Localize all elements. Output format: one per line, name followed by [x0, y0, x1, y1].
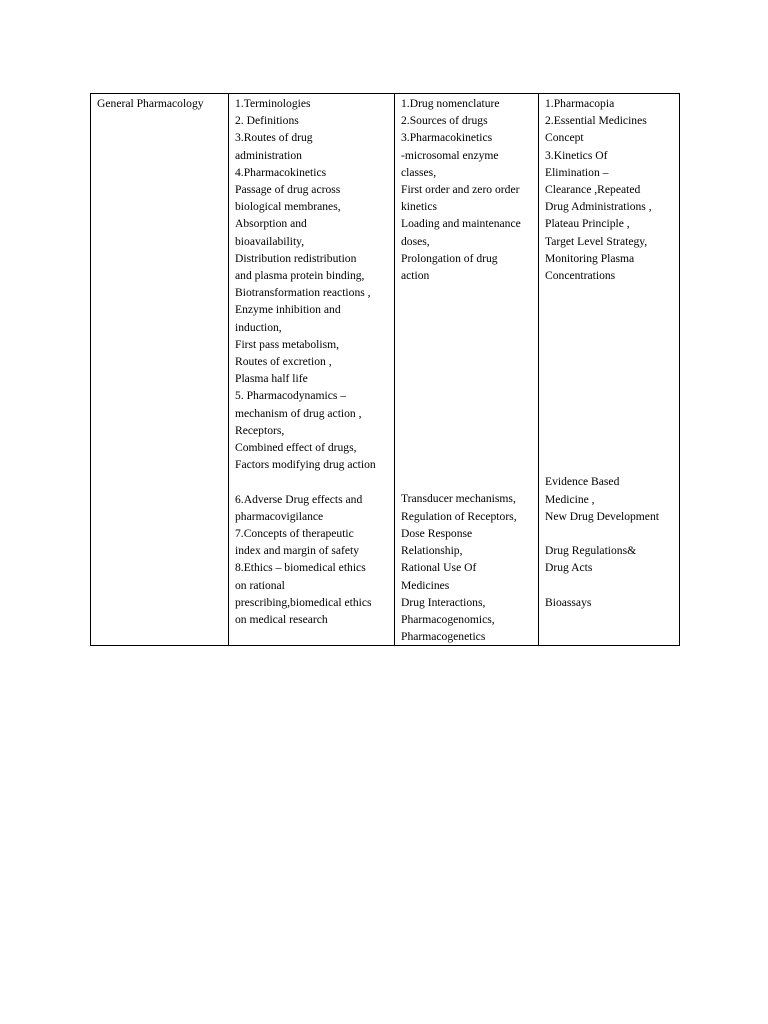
topic-line: 2.Essential Medicines: [545, 114, 647, 128]
topic-line: on medical research: [235, 613, 328, 627]
topic-line: Target Level Strategy,: [545, 234, 648, 248]
topic-line: Loading and maintenance: [401, 217, 521, 231]
topic-line: action: [401, 269, 430, 283]
topic-line: Rational Use Of: [401, 561, 477, 575]
topic-line: kinetics: [401, 200, 438, 214]
topic-line: Routes of excretion ,: [235, 355, 332, 369]
topic-line: Drug Regulations&: [545, 544, 637, 558]
topic-line: mechanism of drug action ,: [235, 406, 362, 420]
topic-line: biological membranes,: [235, 200, 341, 214]
topic-line: Concept: [545, 131, 584, 145]
topic-line: Elimination –: [545, 165, 609, 179]
topic-line: Prolongation of drug: [401, 251, 498, 265]
topic-line: on rational: [235, 578, 285, 592]
topic-line: Bioassays: [545, 595, 592, 609]
topics-block: [545, 594, 674, 611]
topics-block: [401, 95, 533, 284]
topic-line: Medicines: [401, 578, 450, 592]
topic-line: 3.Routes of drug: [235, 131, 313, 145]
topic-line: 1.Pharmacopia: [545, 97, 615, 110]
topic-line: Monitoring Plasma: [545, 251, 635, 265]
topic-line: 3.Kinetics Of: [545, 148, 608, 162]
topic-line: Drug Acts: [545, 561, 593, 575]
topic-line: pharmacovigilance: [235, 509, 324, 523]
topic-line: First order and zero order: [401, 183, 520, 197]
topics-cell-3: [539, 94, 680, 646]
syllabus-table: [90, 93, 680, 646]
topic-line: bioavailability,: [235, 234, 305, 248]
topics-block: [545, 473, 674, 525]
topic-line: 4.Pharmacokinetics: [235, 165, 327, 179]
topics-block: [235, 95, 389, 473]
topics-block: [235, 491, 389, 629]
topic-line: Transducer mechanisms,: [401, 492, 516, 506]
topic-line: Clearance ,Repeated: [545, 183, 641, 197]
topic-line: New Drug Development: [545, 509, 659, 523]
topic-line: Drug Interactions,: [401, 595, 486, 609]
subject-label: General Pharmacology: [97, 97, 204, 110]
table-row: [91, 94, 680, 646]
topic-line: 8.Ethics – biomedical ethics: [235, 561, 366, 575]
topic-line: Drug Administrations ,: [545, 200, 652, 214]
topic-line: Factors modifying drug action: [235, 458, 376, 472]
topic-line: Relationship,: [401, 544, 463, 558]
topic-line: 7.Concepts of therapeutic: [235, 527, 354, 541]
subject-cell: [91, 94, 229, 646]
topic-line: First pass metabolism,: [235, 337, 340, 351]
topics-block: [545, 95, 674, 284]
topic-line: Enzyme inhibition and: [235, 303, 341, 317]
topic-line: 2. Definitions: [235, 114, 299, 128]
topic-line: classes,: [401, 165, 437, 179]
topics-block: [545, 542, 674, 576]
topic-line: 1.Drug nomenclature: [401, 97, 500, 110]
topic-line: Pharmacogenomics,: [401, 612, 495, 626]
topic-line: Plasma half life: [235, 372, 308, 386]
topic-line: 5. Pharmacodynamics –: [235, 389, 347, 403]
topic-line: Passage of drug across: [235, 183, 341, 197]
topic-line: Distribution redistribution: [235, 251, 357, 265]
topic-line: prescribing,biomedical ethics: [235, 595, 372, 609]
topic-line: index and margin of safety: [235, 544, 360, 558]
topic-line: 6.Adverse Drug effects and: [235, 492, 363, 506]
topic-line: Evidence Based: [545, 475, 620, 489]
topic-line: 2.Sources of drugs: [401, 114, 488, 128]
topic-line: doses,: [401, 234, 430, 248]
topic-line: administration: [235, 148, 302, 162]
topic-line: -microsomal enzyme: [401, 148, 499, 162]
topic-line: Plateau Principle ,: [545, 217, 630, 231]
topic-line: Pharmacogenetics: [401, 630, 486, 644]
topic-line: and plasma protein binding,: [235, 269, 365, 283]
topic-line: 1.Terminologies: [235, 97, 311, 110]
topic-line: Regulation of Receptors,: [401, 509, 517, 523]
topic-line: 3.Pharmacokinetics: [401, 131, 493, 145]
topic-line: Receptors,: [235, 423, 285, 437]
topic-line: Absorption and: [235, 217, 307, 231]
topic-line: Concentrations: [545, 269, 616, 283]
topics-cell-2: [395, 94, 539, 646]
topic-line: induction,: [235, 320, 282, 334]
topics-block: [401, 490, 533, 645]
topic-line: Combined effect of drugs,: [235, 441, 357, 455]
topic-line: Dose Response: [401, 526, 473, 540]
topics-cell-1: [229, 94, 395, 646]
topic-line: Biotransformation reactions ,: [235, 286, 371, 300]
topic-line: Medicine ,: [545, 492, 595, 506]
